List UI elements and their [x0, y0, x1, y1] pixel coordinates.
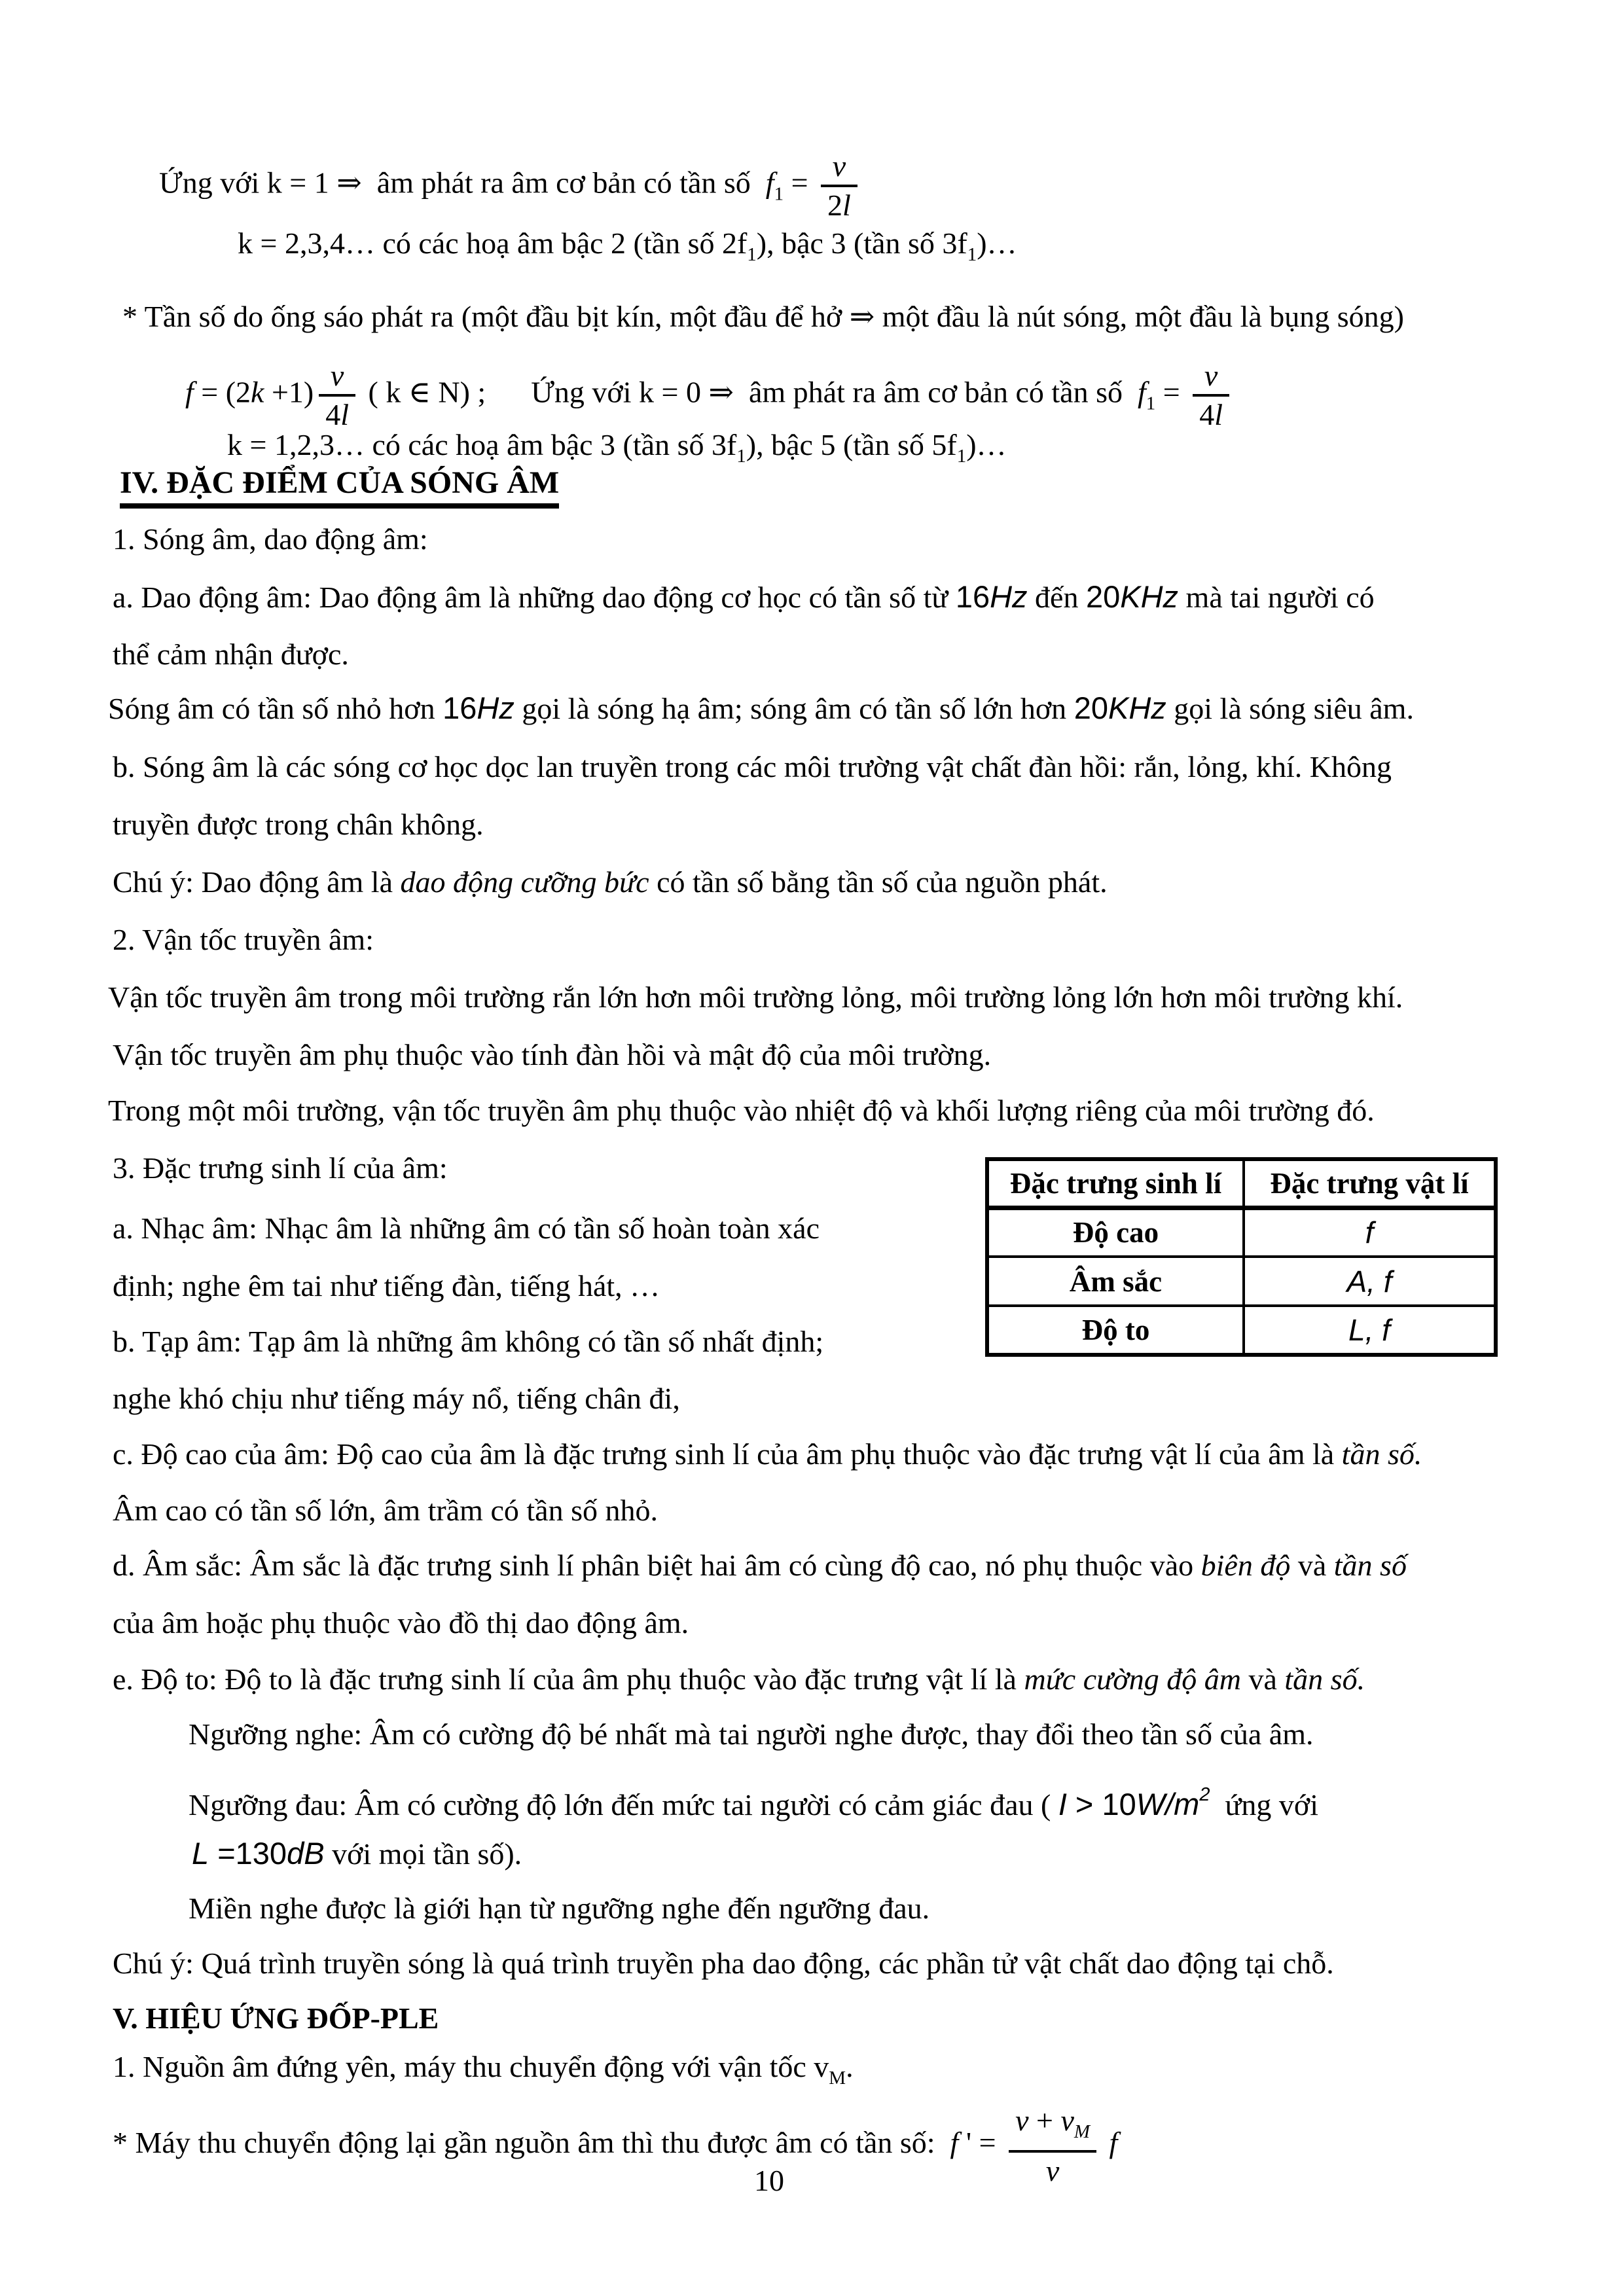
text-segment: l [842, 188, 851, 222]
text-segment [1102, 2126, 1110, 2159]
text-segment: của âm hoặc phụ thuộc vào đồ thị dao động âm. [113, 1606, 689, 1640]
text-segment: v [1060, 2104, 1074, 2137]
text-line [192, 1833, 522, 1875]
text-segment: * Máy thu chuyển động lại gần nguồn âm thì thu được âm có tần số: [113, 2126, 950, 2160]
text-segment: KHz [1120, 579, 1179, 614]
text-line [113, 1321, 823, 1363]
table-cell: Độ to [987, 1306, 1244, 1355]
text-line [113, 804, 484, 846]
text-line [189, 1774, 1318, 1826]
text-line [108, 977, 1403, 1018]
text-line [113, 1602, 689, 1644]
text-line [113, 1545, 1407, 1587]
formula-line-fundamental-open-pipe [159, 148, 863, 224]
text-segment: l [1214, 398, 1223, 431]
table-row [987, 1208, 1496, 1257]
text-segment: V. HIỆU ỨNG ĐỐP-PLE [113, 2001, 439, 2035]
table-cell: Âm sắc [987, 1257, 1244, 1306]
text-segment: tần số. [1341, 1437, 1422, 1471]
text-segment: = [209, 1836, 236, 1871]
table-cell: L, f [1244, 1306, 1496, 1355]
text-segment: +1) [264, 375, 314, 409]
text-segment: + [1028, 2104, 1061, 2137]
fraction [319, 357, 355, 433]
text-segment: k [251, 375, 264, 409]
text-segment: e. Độ to: Độ to là đặc trưng sinh lí của âm phụ thuộc vào đặc trưng vật lí là [113, 1662, 1024, 1696]
text-segment: 1 [956, 446, 967, 467]
table-row [987, 1257, 1496, 1306]
text-line [113, 919, 374, 961]
text-segment: 4 [325, 398, 341, 431]
fraction [1193, 357, 1229, 433]
text-segment: nghe khó chịu như tiếng máy nổ, tiếng chân đi, [113, 1382, 680, 1415]
table-cell: f [1244, 1208, 1496, 1257]
text-segment: 16 [442, 691, 477, 725]
table-header-physiological: Đặc trưng sinh lí [987, 1159, 1244, 1208]
text-segment: ), bậc 5 (tần số 5f [746, 428, 957, 461]
text-segment: Trong một môi trường, vận tốc truyền âm phụ thuộc vào nhiệt độ và khối lượng riêng của môi trường đó. [108, 1094, 1375, 1127]
text-line [113, 746, 1392, 788]
text-segment: IV. ĐẶC ĐIỂM CỦA SÓNG ÂM [120, 465, 559, 509]
text-line [113, 1490, 658, 1532]
text-segment: và [1240, 1662, 1285, 1696]
section-heading-iv [120, 462, 559, 504]
text-line [113, 634, 349, 675]
section-heading-v [113, 1998, 439, 2039]
text-segment: 1. Sóng âm, dao động âm: [113, 522, 428, 556]
text-line [108, 1090, 1375, 1132]
formula-line-doppler [113, 2102, 1117, 2189]
text-segment: = (2 [193, 375, 251, 409]
text-segment: 1. Nguồn âm đứng yên, máy thu chuyển động với vận tốc v [113, 2050, 829, 2083]
text-segment: f [1138, 375, 1146, 409]
text-segment: 1 [747, 244, 757, 265]
text-line [113, 576, 1375, 619]
text-segment: mức cường độ âm [1024, 1662, 1241, 1696]
text-segment: W/m [1136, 1787, 1200, 1821]
table-cell: A, f [1244, 1257, 1496, 1306]
text-line [113, 861, 1108, 903]
text-line [113, 1433, 1422, 1475]
text-segment: gọi là sóng hạ âm; sóng âm có tần số lớn hơn [514, 692, 1074, 725]
text-segment: = [1155, 375, 1188, 409]
text-segment: 10 [1102, 1787, 1136, 1821]
text-segment: a. Dao động âm: Dao động âm là những dao động cơ học có tần số từ [113, 581, 956, 614]
text-line [113, 1034, 991, 1076]
text-segment: Chú ý: Quá trình truyền sóng là quá trình truyền pha dao động, các phần tử vật chất dao động tại chỗ. [113, 1946, 1334, 1980]
text-segment: thể cảm nhận được. [113, 637, 349, 671]
text-segment: 4 [1199, 398, 1215, 431]
text-segment: v [1204, 359, 1218, 392]
text-segment: với mọi tần số). [324, 1837, 522, 1871]
text-segment: 20 [1074, 691, 1108, 725]
text-segment: f [950, 2126, 959, 2160]
text-segment: f [765, 166, 774, 200]
text-segment: có tần số bằng tần số của nguồn phát. [649, 865, 1108, 899]
table-row [987, 1306, 1496, 1355]
text-segment: 16 [955, 579, 990, 614]
text-segment: )… [966, 428, 1007, 461]
text-segment: Ngưỡng đau: Âm có cường độ lớn đến mức tai người có cảm giác đau ( [189, 1788, 1058, 1821]
text-segment: c. Độ cao của âm: Độ cao của âm là đặc trưng sinh lí của âm phụ thuộc vào đặc trưng vật lí của âm là [113, 1437, 1342, 1471]
text-segment: * Tần số do ống sáo phát ra (một đầu bịt kín, một đầu để hở ⇒ một đầu là nút sóng, một đầu là bụng sóng) [122, 300, 1404, 333]
text-segment: 1 [1146, 393, 1156, 414]
table-header-physical: Đặc trưng vật lí [1244, 1159, 1496, 1208]
text-line [238, 223, 1017, 276]
text-segment: dao động cưỡng bức [400, 865, 649, 899]
text-segment: 20 [1085, 579, 1121, 614]
text-segment: k = 2,3,4… có các hoạ âm bậc 2 (tần số 2f [238, 226, 748, 260]
text-segment: 130 [235, 1836, 287, 1871]
text-segment: truyền được trong chân không. [113, 808, 484, 841]
text-segment: Hz [477, 691, 514, 725]
page-number: 10 [754, 2164, 784, 2197]
text-line [113, 1265, 660, 1307]
text-segment: l [340, 398, 350, 431]
sound-characteristics-table [985, 1157, 1498, 1357]
text-segment: 1 [774, 183, 784, 205]
fraction [1009, 2102, 1096, 2189]
text-line [108, 687, 1414, 730]
text-segment: 1 [736, 446, 746, 467]
text-line [122, 296, 1404, 338]
text-segment: biên độ [1200, 1549, 1291, 1582]
text-segment: v [1045, 2154, 1060, 2187]
text-segment: > [1066, 1787, 1102, 1821]
text-segment: Sóng âm có tần số nhỏ hơn [108, 692, 443, 725]
text-segment: a. Nhạc âm: Nhạc âm là những âm có tần số hoàn toàn xác [113, 1211, 820, 1245]
text-segment: v [1015, 2104, 1029, 2137]
text-segment: tần số. [1284, 1662, 1365, 1696]
text-segment: 3. Đặc trưng sinh lí của âm: [113, 1151, 448, 1185]
text-segment: L [192, 1836, 209, 1871]
text-segment: ( k ∈ N) ; Ứng với k = 0 ⇒ âm phát ra âm cơ bản có tần số [361, 375, 1138, 409]
text-segment: )… [977, 226, 1017, 260]
text-segment: Miền nghe được là giới hạn từ ngưỡng nghe đến ngưỡng đau. [189, 1892, 930, 1925]
text-line [113, 1147, 448, 1189]
text-segment: gọi là sóng siêu âm. [1166, 692, 1414, 725]
text-segment: 2 [827, 188, 843, 222]
text-segment: Ngưỡng nghe: Âm có cường độ bé nhất mà tai người nghe được, thay đổi theo tần số của âm. [189, 1717, 1314, 1751]
text-line [113, 518, 428, 560]
text-segment: = [784, 166, 816, 200]
text-segment: Chú ý: Dao động âm là [113, 865, 401, 899]
formula-line-closed-pipe [185, 357, 1235, 433]
text-segment: đến [1027, 581, 1086, 614]
fraction [821, 148, 857, 224]
table-cell: Độ cao [987, 1208, 1244, 1257]
text-segment: Âm cao có tần số lớn, âm trầm có tần số nhỏ. [113, 1494, 658, 1527]
text-segment: M [829, 2068, 846, 2089]
table-header-row [987, 1159, 1496, 1208]
text-segment: k = 1,2,3… có các hoạ âm bậc 3 (tần số 3f [227, 428, 737, 461]
text-segment: ' = [958, 2126, 1004, 2160]
text-segment: f [1109, 2126, 1118, 2160]
text-segment: ứng với [1210, 1788, 1318, 1821]
text-segment: v [330, 359, 344, 392]
text-line [189, 1888, 929, 1929]
text-segment: định; nghe êm tai như tiếng đàn, tiếng hát, … [113, 1269, 660, 1302]
text-segment: b. Tạp âm: Tạp âm là những âm không có tần số nhất định; [113, 1325, 824, 1358]
text-segment: M [1074, 2121, 1091, 2142]
text-line [189, 1713, 1314, 1755]
text-segment: 2. Vận tốc truyền âm: [113, 923, 374, 956]
text-segment: mà tai người có [1178, 581, 1375, 614]
text-segment: và [1290, 1549, 1334, 1582]
text-segment: f [185, 375, 194, 409]
text-segment: . [846, 2050, 854, 2083]
text-segment: I [1058, 1787, 1067, 1821]
text-segment: Hz [990, 579, 1028, 614]
text-segment: ), bậc 3 (tần số 3f [756, 226, 967, 260]
text-segment: 1 [967, 244, 977, 265]
text-segment: Vận tốc truyền âm trong môi trường rắn lớn hơn môi trường lỏng, môi trường lỏng lớn hơn môi trường khí. [108, 980, 1403, 1014]
text-segment: dB [287, 1836, 325, 1871]
text-line [113, 1378, 680, 1420]
text-segment: tần số [1333, 1549, 1407, 1582]
text-segment: d. Âm sắc: Âm sắc là đặc trưng sinh lí phân biệt hai âm có cùng độ cao, nó phụ thuộc vào [113, 1549, 1201, 1582]
text-segment: v [832, 149, 846, 183]
text-segment: Ứng với k = 1 ⇒ âm phát ra âm cơ bản có tần số [159, 166, 766, 200]
text-line [113, 1943, 1334, 1984]
text-line [113, 2046, 854, 2099]
text-segment: KHz [1108, 691, 1166, 725]
text-segment: 2 [1199, 1784, 1210, 1805]
text-segment: Vận tốc truyền âm phụ thuộc vào tính đàn hồi và mật độ của môi trường. [113, 1038, 992, 1071]
text-line [113, 1208, 820, 1249]
text-line [113, 1659, 1365, 1700]
text-segment: b. Sóng âm là các sóng cơ học dọc lan truyền trong các môi trường vật chất đàn hồi: rắn, lỏng, khí. Không [113, 750, 1392, 783]
